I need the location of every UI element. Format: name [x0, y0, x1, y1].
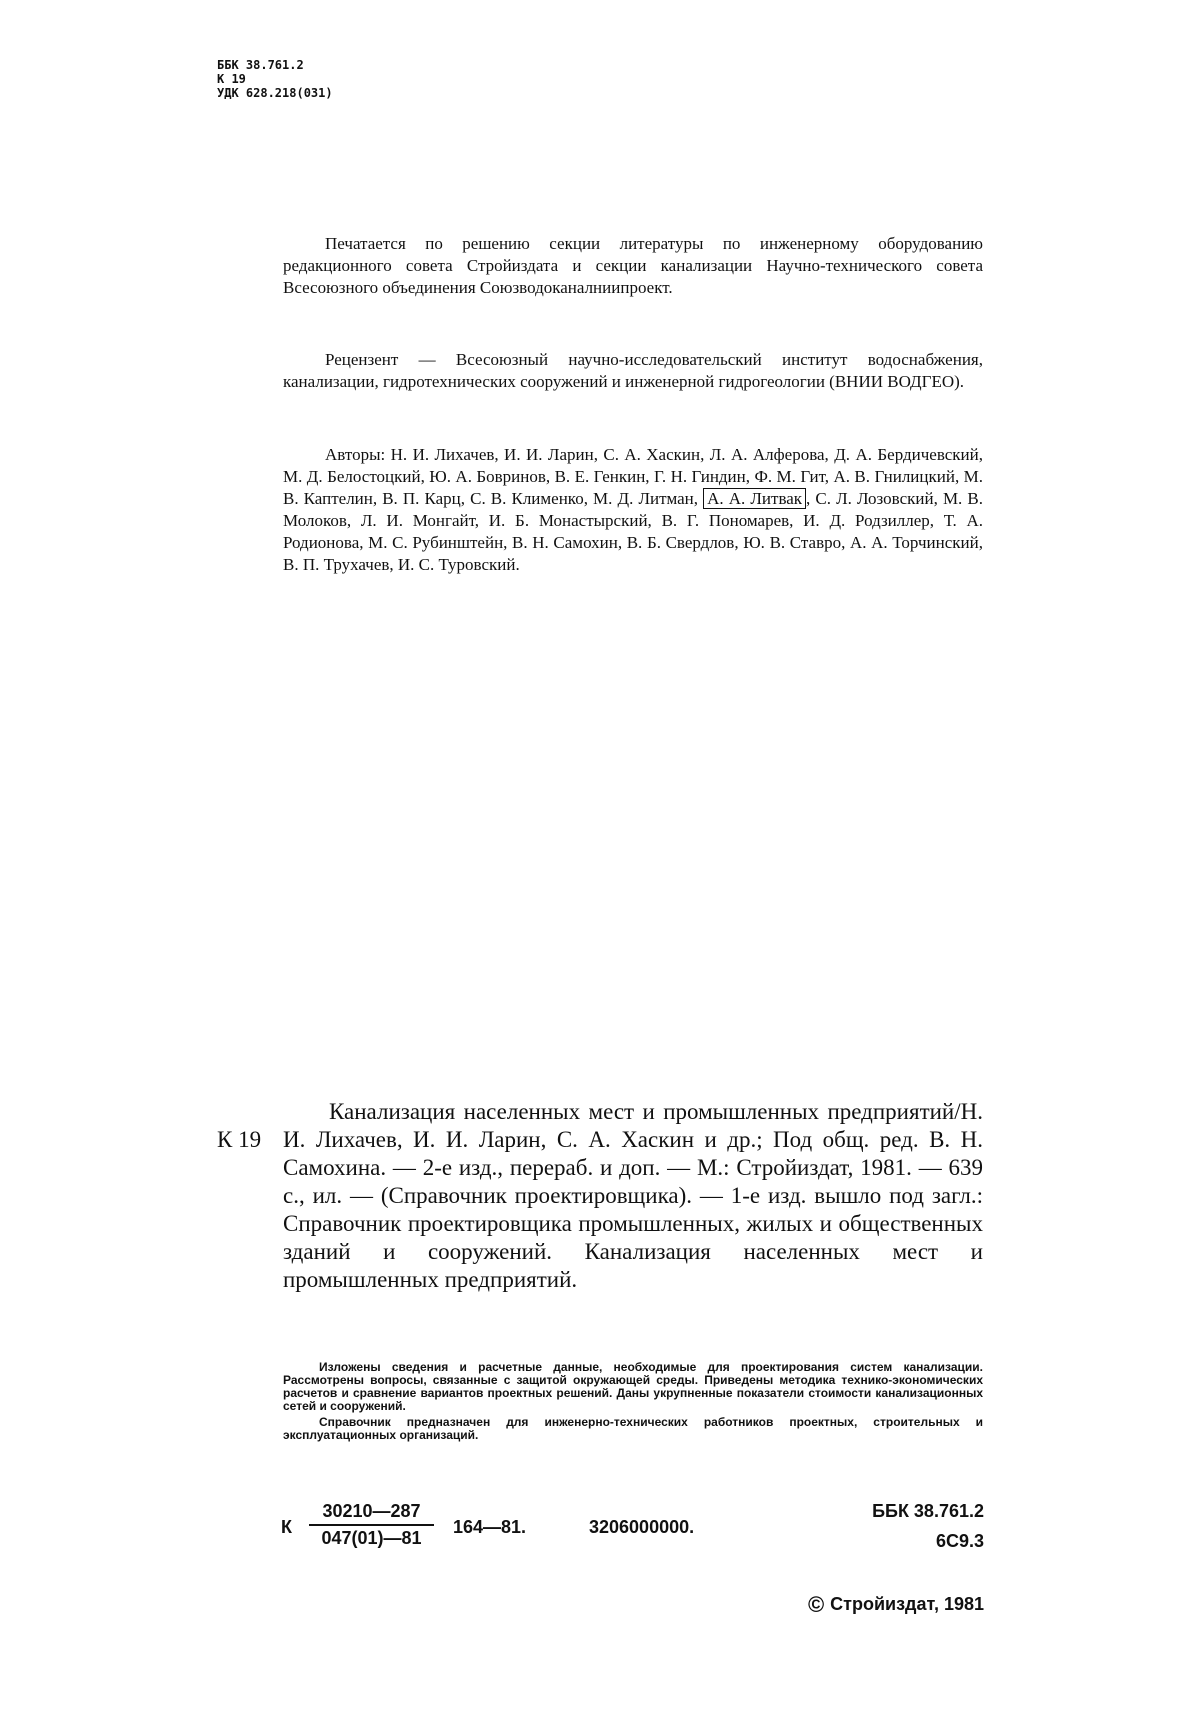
annotation-paragraph-1: Изложены сведения и расчетные данные, необходимые для проектирования систем канализации. Рассмотрены вопросы, связанные с защитой окружающей среды. Приведены методика технико-экономических расчетов и сравнение вариантов проектных решений. Даны укрупненные показатели стоимости канализационных сетей и сооружений. [283, 1360, 983, 1413]
bibliographic-description [283, 1098, 983, 1294]
catalog-k-letter: К [281, 1517, 292, 1537]
bbk-code: ББК 38.761.2 [217, 58, 304, 72]
fraction-numerator: 30210—287 [309, 1501, 434, 1526]
bibliographic-text: Канализация населенных мест и промышленных предприятий/Н. И. Лихачев, И. И. Ларин, С. А. Хаскин и др.; Под общ. ред. В. Н. Самохина. — 2-е изд., перераб. и доп. — М.: Стройиздат, 1981. — 639 с., ил. — (Справочник проектировщика). — 1-е изд. вышло под загл.: Справочник проектировщика промышленных, жилых и общественных зданий и сооружений. Канализация населенных мест и промышленных предприятий. [283, 1099, 983, 1292]
reviewer-note: Рецензент — Всесоюзный научно-исследовательский институт водоснабжения, канализации, гидротехнических сооружений и инженерной гидрогеологии (ВНИИ ВОДГЕО). [283, 350, 983, 391]
publication-decision: Печатается по решению секции литературы по инженерному оборудованию редакционного совета Стройиздата и секции канализации Научно-технического совета Всесоюзного объединения Союзводоканалниипроект. [283, 234, 983, 297]
classification-codes [217, 58, 333, 100]
copyright-icon: © [807, 1592, 825, 1617]
annotation-paragraph-2: Справочник предназначен для инженерно-технических работников проектных, строительных и эксплуатационных организаций. [283, 1415, 983, 1442]
catalog-code-a: 164—81. [453, 1517, 527, 1537]
copyright-text: Стройиздат, 1981 [830, 1594, 984, 1614]
bibliographic-code: К 19 [217, 1127, 262, 1152]
authors-text-before: Авторы: Н. И. Лихачев, И. И. Ларин, С. А. Хаскин, Л. А. Алферова, Д. А. Бердичевский, М. Д. Белостоцкий, Ю. А. Бовринов, В. Е. Генкин, Г. Н. Гиндин, Ф. М. Гит, А. В. Гнилицкий, М. В. Каптелин, В. П. Карц, С. В. Клименко, М. Д. Литман, [283, 445, 983, 508]
udk-code: УДК 628.218(031) [217, 86, 333, 100]
catalog-bbk-secondary: 6С9.3 [935, 1531, 984, 1551]
catalog-index-row [281, 1501, 984, 1561]
catalog-fraction [309, 1501, 434, 1549]
fraction-denominator: 047(01)—81 [321, 1528, 422, 1548]
copyright-line [808, 1592, 984, 1618]
authors-list [283, 444, 983, 576]
authors-boxed-name: А. А. Литвак [703, 488, 806, 509]
catalog-bbk: ББК 38.761.2 [872, 1501, 984, 1521]
catalog-code-b: 3206000000. [589, 1517, 695, 1537]
author-mark: К 19 [217, 72, 246, 86]
authors-text-after: , С. Л. Лозовский, М. В. Молоков, Л. И. Монгайт, И. Б. Монастырский, В. Г. Пономарев, И. Д. Родзиллер, Т. А. Родионова, М. С. Рубинштейн, В. Н. Самохин, В. Б. Свердлов, Ю. В. Ставро, А. А. Торчинский, В. П. Трухачев, И. С. Туровский. [283, 489, 983, 574]
annotation [283, 1361, 983, 1445]
